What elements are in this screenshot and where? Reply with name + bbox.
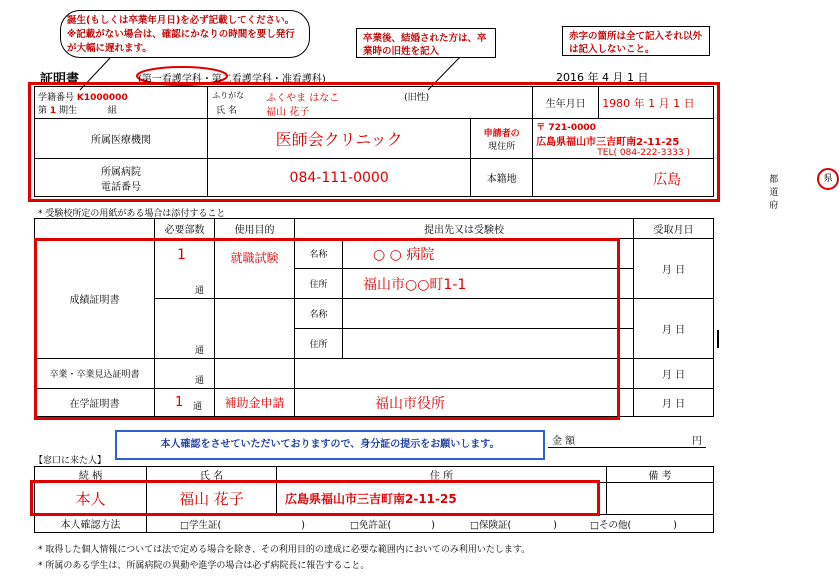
course-list: (第一看護学科・第二看護学科・准看護科): [138, 74, 326, 85]
address-value-cell: 〒 721-0000 広島県福山市三吉町南2-11-25 TEL( 084-222-3333 ): [533, 119, 714, 159]
dest-addr-label-2: 住所: [295, 329, 343, 359]
enrollment-cert-count: 1 通: [155, 389, 215, 417]
page-marker: [717, 330, 719, 348]
honseki-value-cell: 広島 都 道 府 県: [533, 159, 714, 197]
name-cell: ふりがな 氏 名 ふくやま はなこ 福山 花子 (旧性): [208, 87, 533, 119]
grade-cert-count-2: 通: [155, 299, 215, 359]
student-no-cell: 学籍番号 K1000000 第 1 期生 組: [35, 87, 208, 119]
visitor-address-header: 住 所: [277, 467, 607, 483]
purpose-header: 使用目的: [215, 219, 295, 239]
document-title: 証明書: [40, 72, 80, 87]
attach-note: * 受験校所定の用紙がある場合は添付すること: [38, 209, 226, 219]
dest-name-value: ○ ○ 病院: [343, 239, 634, 269]
enrollment-cert-receive: 月 日: [634, 389, 714, 417]
grade-cert-label: 成績証明書: [35, 239, 155, 359]
maiden-name-callout: 卒業後、結婚された方は、卒業時の旧姓を記入: [356, 28, 496, 58]
maiden-name-label: (旧性): [404, 93, 430, 103]
dest-addr-value: 福山市○○町1-1: [343, 269, 634, 299]
id-method-insurance[interactable]: □保険証( ): [470, 519, 557, 531]
address-label-cell: 申請者の 現住所: [471, 119, 533, 159]
hospital-tel-label-cell: 所属病院 電話番号: [35, 159, 208, 197]
birth-date-callout: 誕生(もしくは卒業年月日)を必ず記載してください。※記載がない場合は、確認にかなりの時間を要し発行が大幅に遅れます。: [60, 10, 310, 58]
destination-header: 提出先又は受験校: [295, 219, 634, 239]
remarks-header: 備 考: [607, 467, 714, 483]
relation-header: 続 柄: [35, 467, 147, 483]
dest-name-label: 名称: [295, 239, 343, 269]
rule-callout: 赤字の箇所は全て記入それ以外は記入しないこと。: [562, 26, 710, 56]
id-method-student-card[interactable]: □学生証( ): [180, 519, 305, 531]
grade-cert-count: 1 通: [155, 239, 215, 299]
dest-addr-label: 住所: [295, 269, 343, 299]
amount-label: 金 額: [552, 436, 576, 447]
id-method-other[interactable]: □その他( ): [590, 519, 677, 531]
graduation-cert-receive: 月 日: [634, 359, 714, 389]
grade-cert-receive-2: 月 日: [634, 299, 714, 359]
issue-date: 2016 年 4 月 1 日: [556, 71, 649, 84]
footnote-privacy: * 取得した個人情報については法で定める場合を除き、その利用目的の達成に必要な範囲内においてのみ利用いたします。: [38, 545, 531, 555]
applicant-table: [34, 86, 833, 211]
enrollment-cert-label: 在学証明書: [35, 389, 155, 417]
enrollment-cert-dest: 福山市役所: [295, 389, 634, 417]
birth-value-cell: 1980 年 1 月 1 日: [599, 87, 714, 119]
visitor-name-header: 氏 名: [147, 467, 277, 483]
org-label-cell: 所属医療機関: [35, 119, 208, 159]
hospital-tel-value: 084-111-0000: [208, 159, 471, 197]
amount-unit: 円: [692, 436, 702, 447]
prefecture-selected: 県: [817, 168, 839, 190]
count-header: 必要部数: [155, 219, 215, 239]
remarks-value: [607, 483, 714, 515]
id-method-label: 本人確認方法: [35, 515, 147, 533]
honseki-label-cell: 本籍地: [471, 159, 533, 197]
graduation-cert-label: 卒業・卒業見込証明書: [35, 359, 155, 389]
id-method-options: [147, 515, 714, 533]
cert-type-header: [35, 219, 155, 239]
relation-value: 本人: [35, 483, 147, 515]
graduation-cert-count: 通: [155, 359, 215, 389]
certificates-highlight: [34, 238, 620, 420]
enrollment-cert-purpose: 補助金申請: [215, 389, 295, 417]
visitor-highlight: [30, 480, 600, 516]
visitor-address-value: 広島県福山市三吉町南2-11-25: [277, 483, 607, 515]
org-value-cell: 医師会クリニック: [208, 119, 471, 159]
dest-name-label-2: 名称: [295, 299, 343, 329]
grade-cert-purpose: 就職試験: [215, 239, 295, 299]
grade-cert-receive: 月 日: [634, 239, 714, 299]
receive-date-header: 受取月日: [634, 219, 714, 239]
id-notice: 本人確認をさせていただいておりますので、身分証の提示をお願いします。: [115, 430, 545, 460]
birth-label-cell: 生年月日: [533, 87, 599, 119]
visitor-section-label: 【窓口に来た人】: [34, 456, 107, 466]
visitor-name-value: 福山 花子: [147, 483, 277, 515]
amount-underline: [548, 447, 706, 448]
footnote-report: * 所属のある学生は、所属病院の異動や進学の場合は必ず病院長に報告すること。: [38, 561, 370, 571]
id-method-license[interactable]: □免許証( ): [350, 519, 435, 531]
name-value: 福山 花子: [266, 107, 310, 118]
furigana-value: ふくやま はなこ: [266, 93, 340, 104]
